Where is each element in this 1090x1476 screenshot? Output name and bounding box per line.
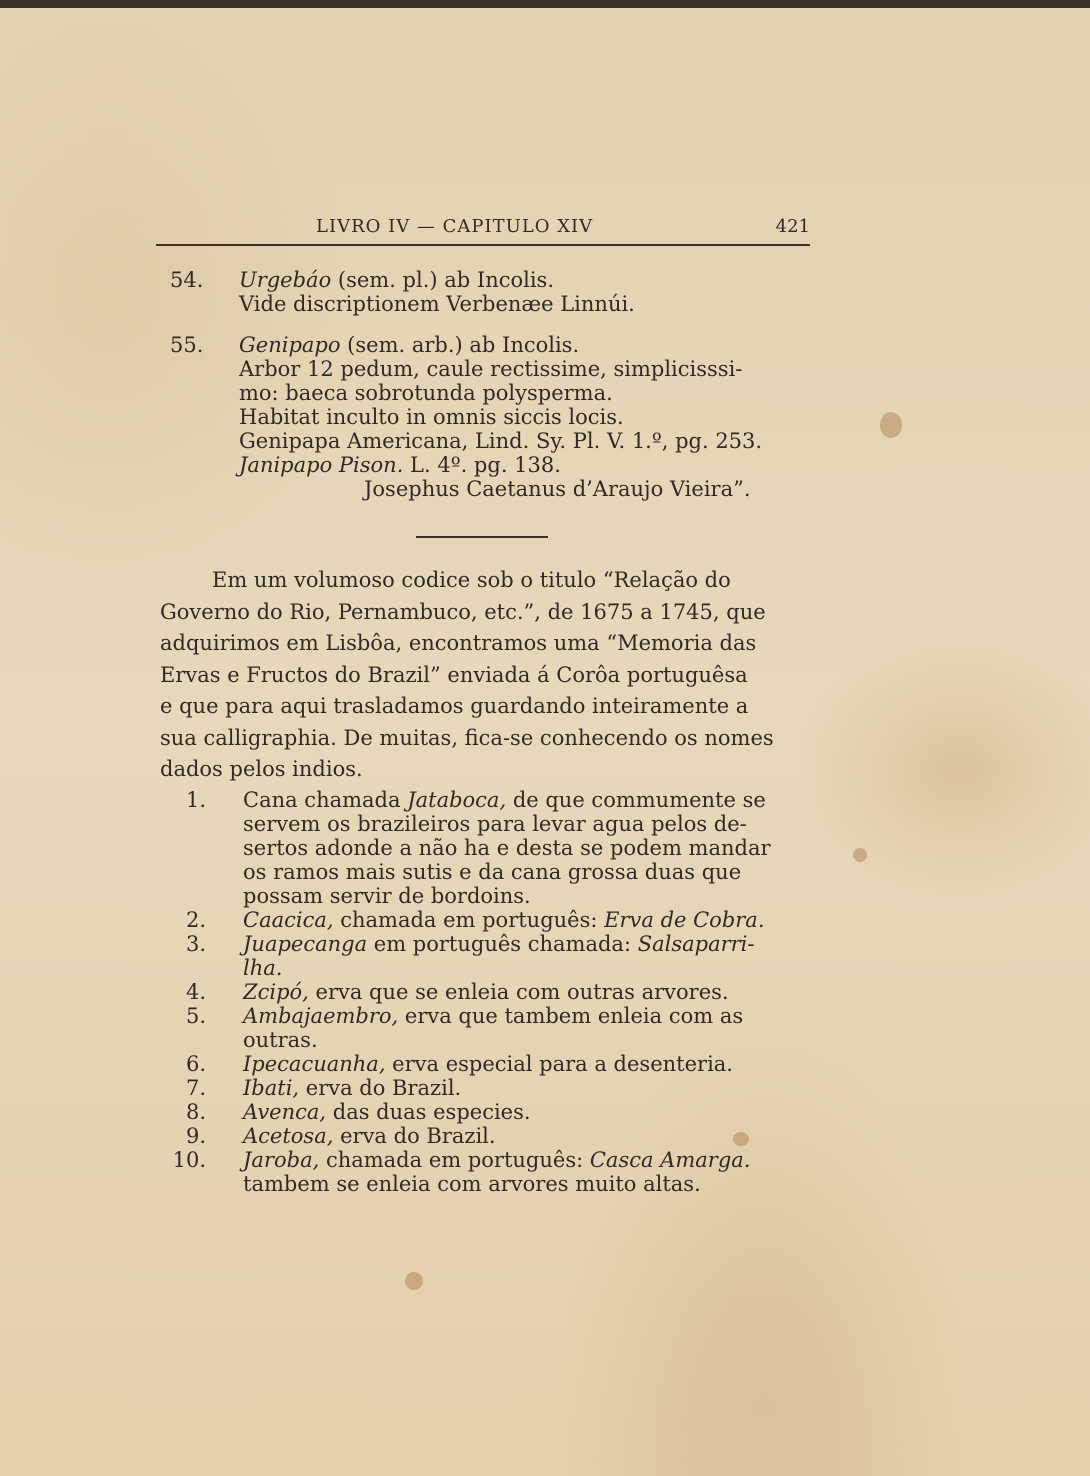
item-line: Avenca, das duas especies. <box>243 1100 531 1124</box>
entry-signature: Josephus Caetanus d’Araujo Vieira”. <box>364 477 751 501</box>
body-paragraph <box>160 565 812 786</box>
paragraph-line: sua calligraphia. De muitas, fica-se conhecendo os nomes <box>160 725 774 750</box>
item-line: Cana chamada Jataboca, de que commumente se <box>243 788 766 812</box>
item-line: Jaroba, chamada em português: Casca Amarga. <box>243 1148 751 1172</box>
item-number: 6. <box>185 1052 206 1076</box>
entry-line: Janipapo Pison. L. 4º. pg. 138. <box>239 453 561 477</box>
list-item <box>170 932 820 980</box>
paper-stain <box>853 848 867 862</box>
item-line: Zcipó, erva que se enleia com outras arvores. <box>243 980 729 1004</box>
item-line: tambem se enleia com arvores muito altas. <box>243 1172 701 1196</box>
item-line: os ramos mais sutis e da cana grossa duas que <box>243 860 742 884</box>
item-number: 4. <box>185 980 206 1004</box>
item-line: Caacica, chamada em português: Erva de Cobra. <box>243 908 765 932</box>
item-number: 5. <box>185 1004 206 1028</box>
list-item <box>170 908 820 932</box>
item-line: Juapecanga em português chamada: Salsaparri- <box>243 932 755 956</box>
item-line: Acetosa, erva do Brazil. <box>243 1124 496 1148</box>
entry-line: Urgebáo (sem. pl.) ab Incolis. <box>239 268 555 292</box>
paragraph-line: Governo do Rio, Pernambuco, etc.”, de 1675 a 1745, que <box>160 599 766 624</box>
entry-54 <box>170 268 820 316</box>
list-item <box>170 980 820 1004</box>
item-line: Ambajaembro, erva que tambem enleia com as <box>243 1004 744 1028</box>
item-line: outras. <box>243 1028 318 1052</box>
paragraph-line: e que para aqui trasladamos guardando inteiramente a <box>160 694 749 718</box>
list-item <box>170 1004 820 1052</box>
item-line: sertos adonde a não ha e desta se podem mandar <box>243 836 771 860</box>
entry-line: Habitat inculto in omnis siccis locis. <box>239 405 624 429</box>
paragraph-line: Em um volumoso codice sob o titulo “Relação do <box>212 568 731 592</box>
item-number: 8. <box>185 1100 206 1124</box>
item-number: 1. <box>185 788 206 812</box>
section-divider <box>416 536 548 538</box>
item-number: 7. <box>185 1076 206 1100</box>
page-top-edge <box>0 0 1090 8</box>
item-number: 2. <box>185 908 206 932</box>
paragraph-line: Ervas e Fructos do Brazil” enviada á Corôa portuguêsa <box>160 662 748 687</box>
running-header <box>156 214 810 246</box>
entry-line: mo: baeca sobrotunda polysperma. <box>239 381 613 405</box>
list-item <box>170 788 820 908</box>
list-item <box>170 1076 820 1100</box>
item-line: Ibati, erva do Brazil. <box>243 1076 462 1100</box>
item-line: Ipecacuanha, erva especial para a desenteria. <box>243 1052 733 1076</box>
paper-stain <box>880 412 902 438</box>
entry-number: 55. <box>170 333 204 357</box>
item-number: 10. <box>172 1148 206 1172</box>
list-item <box>170 1148 820 1196</box>
paper-stain <box>405 1272 423 1290</box>
entry-55 <box>170 333 820 501</box>
paragraph-line: dados pelos indios. <box>160 757 363 781</box>
paragraph-line: adquirimos em Lisbôa, encontramos uma “Memoria das <box>160 631 757 655</box>
herb-list <box>170 788 820 1196</box>
list-item <box>170 1052 820 1076</box>
entry-line: Arbor 12 pedum, caule rectissime, simplicisssi- <box>239 357 743 381</box>
item-number: 9. <box>185 1124 206 1148</box>
page-number: 421 <box>775 216 810 237</box>
list-item <box>170 1100 820 1124</box>
entry-number: 54. <box>170 268 204 292</box>
item-number: 3. <box>185 932 206 956</box>
list-item <box>170 1124 820 1148</box>
entry-line: Genipapa Americana, Lind. Sy. Pl. V. 1.º, pg. 253. <box>239 429 763 453</box>
item-line: lha. <box>243 956 283 980</box>
item-line: servem os brazileiros para levar agua pelos de- <box>243 812 747 836</box>
entry-line: Genipapo (sem. arb.) ab Incolis. <box>239 333 580 357</box>
item-line: possam servir de bordoins. <box>243 884 531 908</box>
header-title: LIVRO IV — CAPITULO XIV <box>316 216 594 237</box>
entry-line: Vide discriptionem Verbenæe Linnúi. <box>239 292 635 316</box>
